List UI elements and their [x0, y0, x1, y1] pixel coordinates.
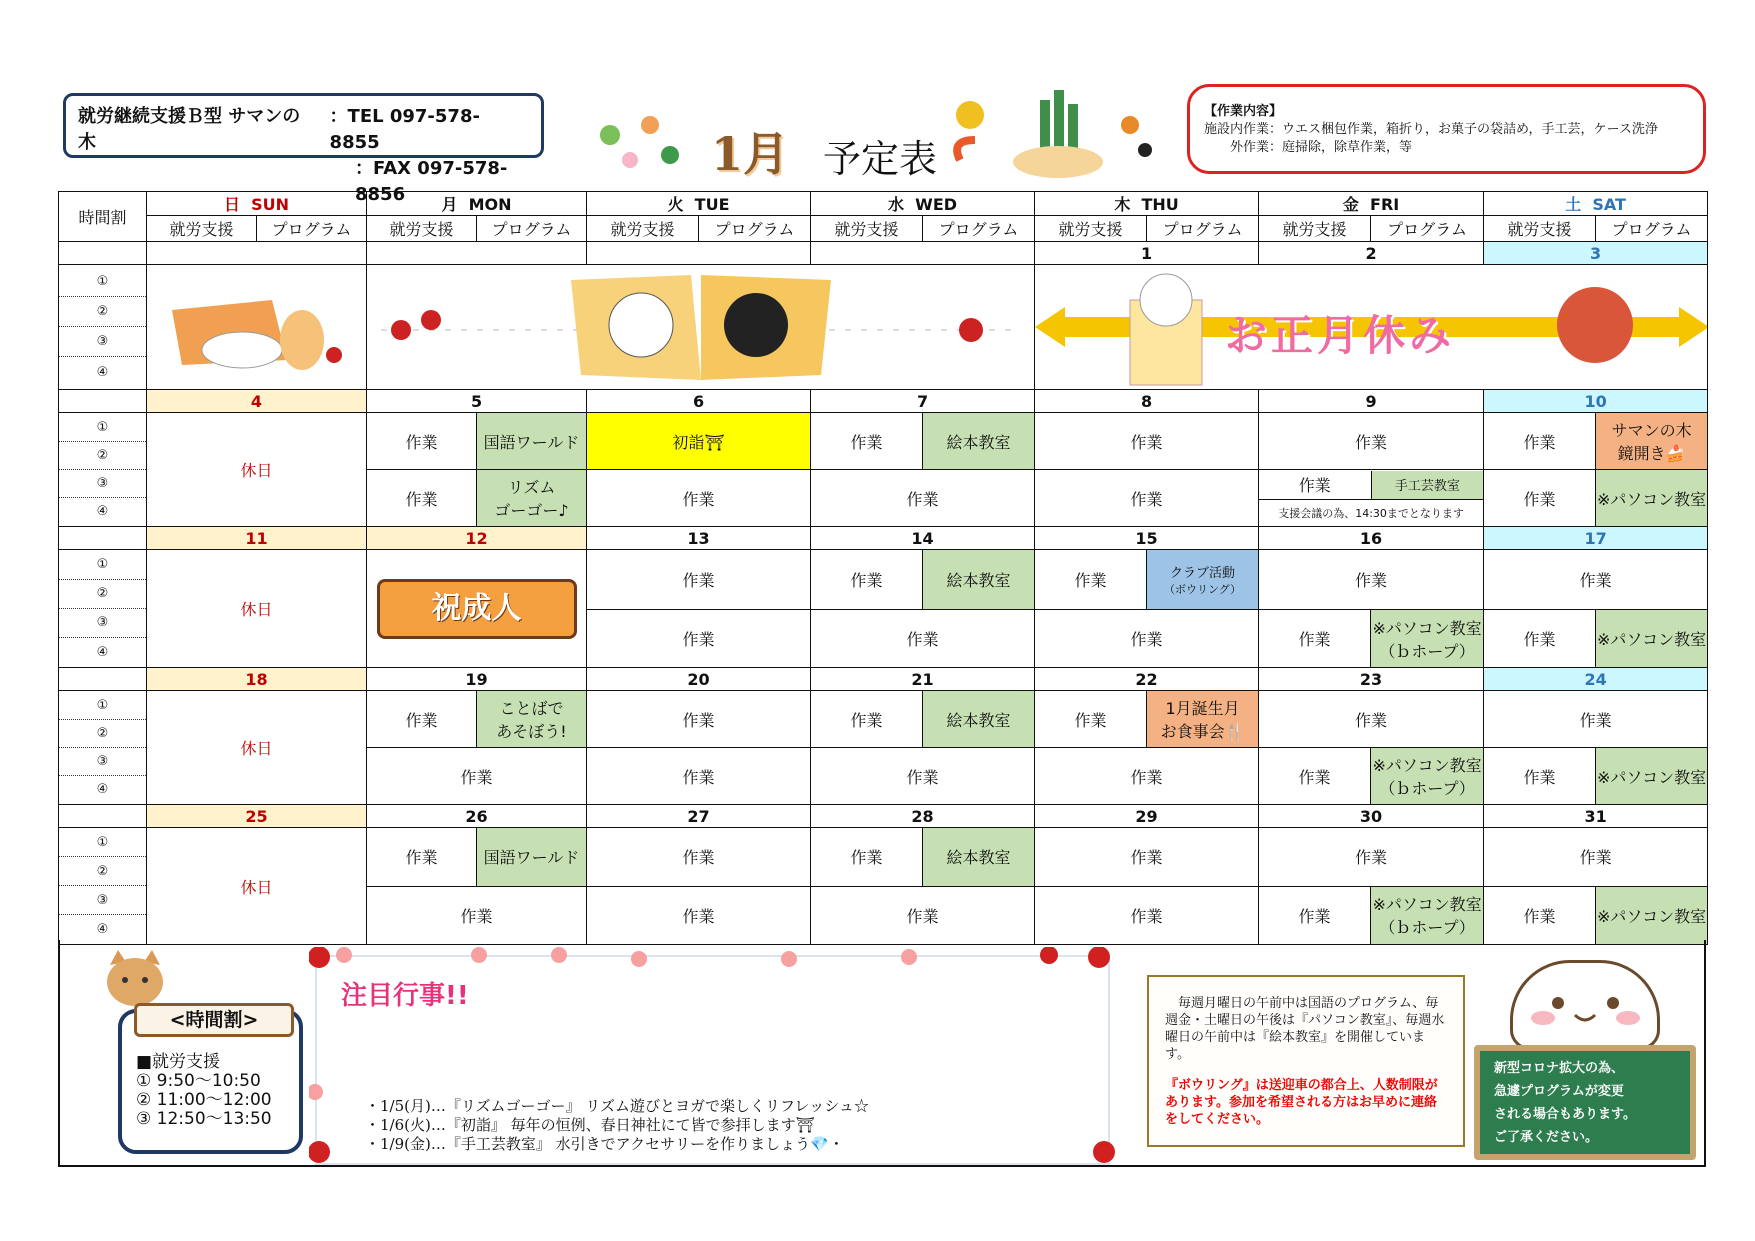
subheader-support: 就労支援: [367, 216, 477, 242]
lucky-cat-banner: [367, 265, 1035, 390]
day-header-fri: 金 FRI: [1259, 192, 1484, 216]
cat-face-icon: [1510, 960, 1660, 1050]
slot-column: ① ② ③ ④: [59, 413, 147, 527]
seijin-banner: 祝成人: [367, 550, 587, 668]
timetable-note-title: <時間割>: [134, 1003, 294, 1037]
events-box: [315, 955, 1110, 1165]
fri-9-afternoon: 作業 手工芸教室 支援会議の為、14:30までとなります: [1259, 470, 1484, 527]
day-header-thu: 木 THU: [1035, 192, 1259, 216]
day-header-sat: 土 SAT: [1484, 192, 1708, 216]
day-header-wed: 水 WED: [811, 192, 1035, 216]
date-22: 22: [1035, 668, 1259, 691]
kadomatsu-icon: [930, 90, 1160, 180]
calendar-table: 時間割 日 SUN 月 MON 火 TUE 水 WED 木 THU 金 FRI 土 SAT 就労支援 プログラム 就労支援 プログラム 就労支援 プログラム 就労支援 プログラム 就労支援 プログラム 就労支援 プログラム 就労支援 プログラム 1 2 3 ① ② ③ ④ お正月休み 4 5 6 7 8 9 10 ① ② ③ ④ 休日 作業 国語ワールド 初詣⛩ 作業 絵本教室 作業 作業 作業 サマンの木 鏡開き🍰 作業 リズム ゴーゴー♪ 作業 作業 作業 作業 手工芸教室 支援会議の為、14:30までとなります 作業 ※パソコン教室 11 12 13 14 15 16 17 ① ② ③ ④ 休日 祝成人 作業 作業 絵本教室 作業 クラブ活動 （ボウリング） 作業 作業 作業 作業 作業 作業 ※パソコン教室 （ｂホープ） 作業 ※パソコン教室 18 19 20 21 22 23 24 ① ② ③ ④ 休日 作業 ことばで あそぼう! 作業 作業 絵本教室 作業 1月誕生月 お食事会🍴 作業 作業 作業 作業 作業 作業 作業 ※パソコン教室 （ｂホープ） 作業 ※パソコン教室 25 26 27 28 29 30 31 ① ② ③ ④ 休日 作業 国語ワールド 作業 作業 絵本教室 作業 作業 作業 作業 作業 作業 作業 作業 ※パソコン教室 （ｂホープ） 作業 ※パソコン教室: [58, 191, 1708, 945]
org-name: 就労継続支援Ｂ型 サマンの木: [78, 106, 301, 153]
program-pc: ※パソコン教室: [1596, 748, 1708, 805]
subheader-program: プログラム: [923, 216, 1035, 242]
date-20: 20: [587, 668, 811, 691]
program-hatsumode: 初詣⛩: [587, 413, 811, 470]
date-29: 29: [1035, 805, 1259, 828]
date-31: 31: [1484, 805, 1708, 828]
new-year-holiday-banner: [1035, 265, 1708, 390]
holiday-cell: 休日: [147, 413, 367, 527]
date-21: 21: [811, 668, 1035, 691]
date-11: 11: [147, 527, 367, 550]
slot-column: ① ② ③ ④: [59, 691, 147, 805]
timetable-row: ① 9:50～10:50: [136, 1071, 261, 1091]
events-title: 注目行事!!: [341, 981, 469, 1011]
memo-text: 毎週月曜日の午前中は国語のプログラム、毎週金・土曜日の午後は『パソコン教室』、毎週水曜日の午前中は『絵本教室』を開催しています。: [1165, 996, 1445, 1062]
holiday-cell: 休日: [147, 691, 367, 805]
timetable-row: ② 11:00～12:00: [136, 1090, 272, 1110]
subheader-support: 就労支援: [1035, 216, 1147, 242]
date-1: 1: [1035, 242, 1259, 265]
banner-text: お正月休み: [1225, 311, 1456, 360]
date-30: 30: [1259, 805, 1484, 828]
date-19: 19: [367, 668, 587, 691]
fax: ：FAX 097-578-8856: [355, 158, 508, 205]
work-content-heading: 【作業内容】: [1204, 104, 1283, 119]
date-14: 14: [811, 527, 1035, 550]
program-kokugo: 国語ワールド: [477, 413, 587, 470]
date-7: 7: [811, 390, 1035, 413]
notice-board: 新型コロナ拡大の為、 急遽プログラムが変更 される場合もあります。 ご了承ください。: [1474, 1045, 1696, 1160]
slot-column: ① ② ③ ④: [59, 265, 147, 390]
date-8: 8: [1035, 390, 1259, 413]
outdoor-work: 外作業：庭掃除，除草作業，等: [1204, 140, 1413, 155]
program-ehon: 絵本教室: [923, 550, 1035, 610]
program-pc: ※パソコン教室: [1596, 610, 1708, 668]
events-list: [365, 1097, 869, 1154]
subheader-program: プログラム: [699, 216, 811, 242]
date-16: 16: [1259, 527, 1484, 550]
new-year-decoration-icon: [590, 105, 690, 175]
event-item: ・1/5(月)…『リズムゴーゴー』 リズム遊びとヨガで楽しくリフレッシュ☆: [365, 1097, 869, 1115]
program-pc: ※パソコン教室: [1596, 886, 1708, 945]
timetable-row: ③ 12:50～13:50: [136, 1109, 272, 1129]
page-title: 予定表: [823, 137, 938, 181]
event-item: ・1/9(金)…『手工芸教室』 水引きでアクセサリーを作りましょう💎・: [365, 1135, 844, 1153]
date-3: 3: [1484, 242, 1708, 265]
day-header-mon: 月 MON: [367, 192, 587, 216]
date-10: 10: [1484, 390, 1708, 413]
subheader-support: 就労支援: [147, 216, 257, 242]
day-header-sun: 日 SUN: [147, 192, 367, 216]
date-6: 6: [587, 390, 811, 413]
date-15: 15: [1035, 527, 1259, 550]
date-9: 9: [1259, 390, 1484, 413]
work-content-box: [1187, 84, 1706, 174]
program-kagami-biraki: サマンの木 鏡開き🍰: [1596, 413, 1708, 470]
date-26: 26: [367, 805, 587, 828]
date-17: 17: [1484, 527, 1708, 550]
date-2: 2: [1259, 242, 1484, 265]
program-rhythm: リズム ゴーゴー♪: [477, 470, 587, 527]
subheader-program: プログラム: [1371, 216, 1484, 242]
holiday-cell: 休日: [147, 550, 367, 668]
subheader-program: プログラム: [1147, 216, 1259, 242]
tel: ：TEL 097-578-8855: [329, 106, 480, 153]
program-birthday: 1月誕生月 お食事会🍴: [1147, 691, 1259, 748]
date-25: 25: [147, 805, 367, 828]
date-23: 23: [1259, 668, 1484, 691]
subheader-program: プログラム: [477, 216, 587, 242]
subheader-support: 就労支援: [1484, 216, 1596, 242]
slot-column: ① ② ③ ④: [59, 828, 147, 945]
subheader-program: プログラム: [257, 216, 367, 242]
date-18: 18: [147, 668, 367, 691]
date-4: 4: [147, 390, 367, 413]
event-item: ・1/6(火)…『初詣』 毎年の恒例、春日神社にて皆で参拝します⛩: [365, 1116, 815, 1134]
slot-column: ① ② ③ ④: [59, 550, 147, 668]
date-28: 28: [811, 805, 1035, 828]
date-5: 5: [367, 390, 587, 413]
program-pc-hope: ※パソコン教室 （ｂホープ）: [1371, 610, 1484, 668]
memo-note: [1147, 975, 1465, 1147]
kotatsu-cat-illustration: [147, 265, 367, 390]
program-pc-hope: ※パソコン教室 （ｂホープ）: [1371, 748, 1484, 805]
timetable-note: [118, 1009, 303, 1154]
program-kokugo: 国語ワールド: [477, 828, 587, 887]
program-kotoba: ことばで あそぼう!: [477, 691, 587, 748]
date-12: 12: [367, 527, 587, 550]
memo-warning: 『ボウリング』は送迎車の都合上、人数制限があります。参加を希望される方はお早めに連絡をしてください。: [1165, 1078, 1438, 1127]
day-header-tue: 火 TUE: [587, 192, 811, 216]
program-ehon: 絵本教室: [923, 413, 1035, 470]
program-club: クラブ活動 （ボウリング）: [1147, 550, 1259, 610]
indoor-work: 施設内作業：ウエス梱包作業，箱折り，お菓子の袋詰め，手工芸，ケース洗浄: [1204, 122, 1658, 137]
holiday-cell: 休日: [147, 828, 367, 945]
program-pc-hope: ※パソコン教室 （ｂホープ）: [1371, 886, 1484, 945]
month-badge: 1月: [710, 127, 789, 181]
program-shukogei: 手工芸教室: [1371, 471, 1484, 499]
program-ehon: 絵本教室: [923, 691, 1035, 748]
program-ehon: 絵本教室: [923, 828, 1035, 887]
cat-icon: [100, 950, 170, 1010]
timetable-heading: ■就労支援: [136, 1052, 221, 1072]
subheader-support: 就労支援: [811, 216, 923, 242]
time-header: 時間割: [59, 192, 147, 242]
subheader-support: 就労支援: [1259, 216, 1371, 242]
date-24: 24: [1484, 668, 1708, 691]
meeting-note: 支援会議の為、14:30までとなります: [1278, 506, 1464, 520]
date-13: 13: [587, 527, 811, 550]
subheader-program: プログラム: [1596, 216, 1708, 242]
program-pc: ※パソコン教室: [1596, 470, 1708, 527]
date-27: 27: [587, 805, 811, 828]
subheader-support: 就労支援: [587, 216, 699, 242]
